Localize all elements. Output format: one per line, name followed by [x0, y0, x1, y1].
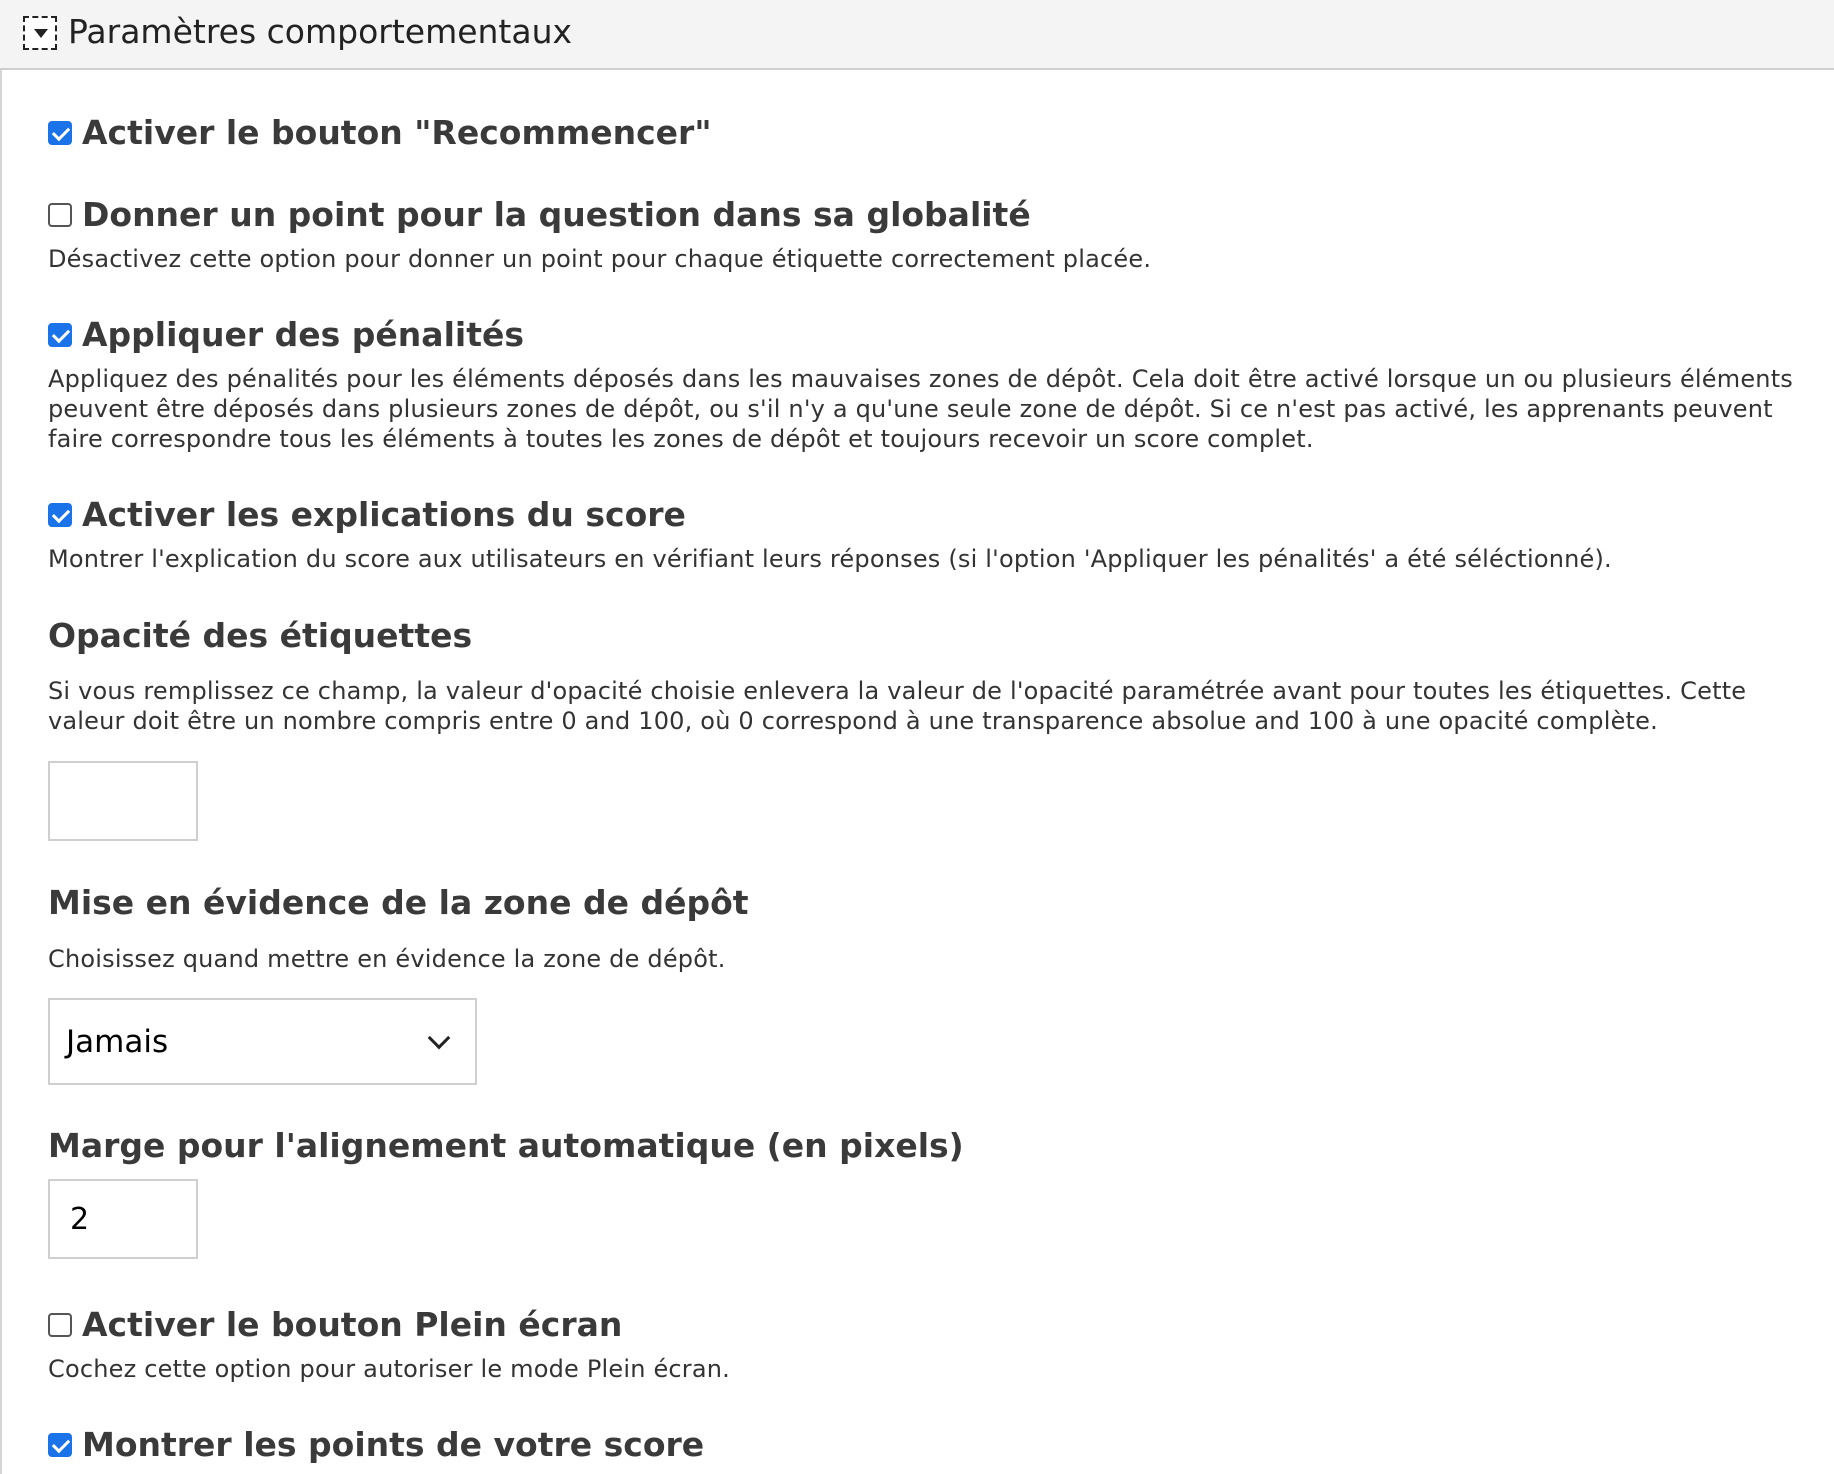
score-explanation-label[interactable]: Activer les explications du score [82, 495, 686, 534]
chevron-down-icon [428, 1027, 451, 1050]
retry-label[interactable]: Activer le bouton "Recommencer" [82, 113, 712, 152]
highlight-heading: Mise en évidence de la zone de dépôt [48, 883, 749, 922]
collapse-toggle-icon[interactable] [23, 16, 57, 50]
show-score-points-label[interactable]: Montrer les points de votre score [82, 1425, 705, 1464]
score-explanation-checkbox[interactable] [48, 503, 72, 527]
panel-header[interactable] [0, 0, 1834, 70]
auto-align-input[interactable] [48, 1179, 198, 1259]
highlight-select[interactable] [48, 998, 477, 1085]
score-explanation-description: Montrer l'explication du score aux utilisateurs en vérifiant leurs réponses (si l'option 'Appliquer les pénalités' a été séléctionné). [48, 545, 1612, 573]
retry-checkbox[interactable] [48, 121, 72, 145]
show-score-points-checkbox[interactable] [48, 1433, 72, 1457]
highlight-selected-value: Jamais [66, 1024, 169, 1060]
opacity-input[interactable] [48, 761, 198, 841]
panel-body [0, 70, 1834, 1474]
fullscreen-label[interactable]: Activer le bouton Plein écran [82, 1305, 623, 1344]
highlight-description: Choisissez quand mettre en évidence la zone de dépôt. [48, 945, 726, 973]
opacity-description: Si vous remplissez ce champ, la valeur d'opacité choisie enlevera la valeur de l'opacité paramétrée avant pour toutes les étiquettes. Cette valeur doit être un nombre compris entre 0 and 100, où 0 correspond à une transparence absolue and 100 à une opacité complète. [48, 677, 1747, 735]
single-point-checkbox[interactable] [48, 203, 72, 227]
fullscreen-description: Cochez cette option pour autoriser le mode Plein écran. [48, 1355, 731, 1383]
single-point-description: Désactivez cette option pour donner un point pour chaque étiquette correctement placée. [48, 245, 1152, 273]
auto-align-heading: Marge pour l'alignement automatique (en pixels) [48, 1126, 964, 1165]
penalties-description: Appliquez des pénalités pour les éléments déposés dans les mauvaises zones de dépôt. Cela doit être activé lorsque un ou plusieurs éléments peuvent être déposés dans plusieurs zones de dépôt, ou s'il n'y a qu'une seule zone de dépôt. Si ce n'est pas activé, les apprenants peuvent faire correspondre tous les éléments à toutes les zones de dépôt et toujours recevoir un score complet. [48, 365, 1794, 453]
penalties-label[interactable]: Appliquer des pénalités [82, 315, 524, 354]
opacity-heading: Opacité des étiquettes [48, 616, 473, 655]
single-point-label[interactable]: Donner un point pour la question dans sa globalité [82, 195, 1031, 234]
panel-title: Paramètres comportementaux [68, 12, 573, 51]
fullscreen-checkbox[interactable] [48, 1313, 72, 1337]
penalties-checkbox[interactable] [48, 323, 72, 347]
